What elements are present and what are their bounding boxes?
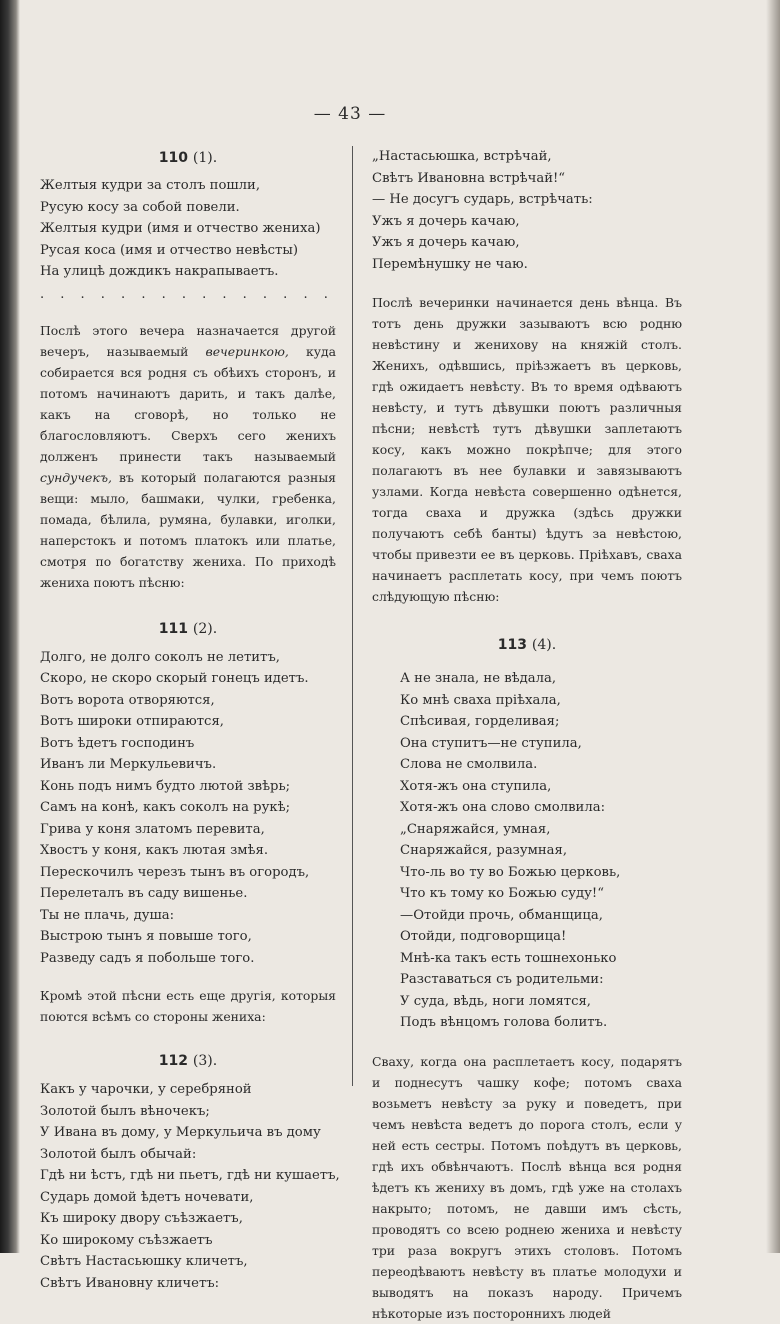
paragraph-other-songs: Кромѣ этой пѣсни есть еще другія, которыя поются всѣмъ со стороны жениха: xyxy=(40,988,336,1024)
verse-line: „Настасьюшка, встрѣчай, xyxy=(372,149,552,164)
verse-line: Къ широку двору съѣзжаетъ, xyxy=(40,1211,243,1226)
verse-line: Вотъ широки отпираются, xyxy=(40,714,224,729)
verse-line: Выстрою тынъ я повыше того, xyxy=(40,929,252,944)
verse-line: Что къ тому ко Божью суду!“ xyxy=(400,886,604,901)
verse-line: Вотъ ворота отворяются, xyxy=(40,692,215,708)
song-heading-113 xyxy=(372,637,682,653)
song-110-verse xyxy=(40,175,336,283)
verse-line: Отойди, подговорщица! xyxy=(400,929,567,944)
column-divider xyxy=(352,146,353,1086)
verse-line: Снаряжайся, разумная, xyxy=(400,843,568,858)
verse-line: —Отойди прочь, обманщица, xyxy=(400,907,603,923)
song-number: 111 xyxy=(158,620,189,637)
song-113-verse xyxy=(372,668,682,1034)
verse-line: Желтыя кудри за столъ пошли, xyxy=(40,178,261,193)
song-111-verse xyxy=(40,647,336,970)
left-column xyxy=(40,140,340,1294)
verse-line: Мнѣ-ка такъ есть тошнехонько xyxy=(400,950,617,966)
song-heading-111 xyxy=(40,621,336,637)
verse-line: Золотой былъ обычай: xyxy=(40,1146,197,1162)
paragraph-italic: вечеринкою, xyxy=(205,343,289,359)
verse-line: Иванъ ли Меркульевичъ. xyxy=(40,757,217,772)
verse-line: Конь подъ нимъ будто лютой звѣрь; xyxy=(40,778,291,794)
verse-line: Что-ль во ту во Божью церковь, xyxy=(400,864,621,880)
verse-line: Слова не смолвила. xyxy=(400,757,538,772)
song-number: 110 xyxy=(158,150,189,166)
verse-line: Вотъ ѣдетъ господинъ xyxy=(40,735,195,751)
paragraph-wedding-day: Послѣ вечеринки начинается день вѣнца. Въ тотъ день дружки зазываютъ всю родню невѣстину и женихову на княжій столъ. Женихъ, одѣвшись, пріѣзжаетъ въ церковь, гдѣ ожидаетъ невѣсту. Въ то время одѣваютъ невѣсту, и тутъ дѣвушки поютъ различныя пѣсни; невѣстѣ тутъ дѣвушки заплетаютъ косу, какъ можно покрѣпче; для этого полагаютъ въ нее булавки и завязываютъ узлами. Когда невѣста совершенно одѣнется, тогда сваха и дружка (здѣсь дружки получаютъ себѣ банты) ѣдутъ за невѣстою, чтобы привезти ее въ церковь. Пріѣхавъ, сваха начинаетъ расплетать косу, при чемъ поютъ слѣдующую пѣсню: xyxy=(372,295,682,604)
paragraph-text: Послѣ этого вечера назначается другой вечеръ, называемый xyxy=(40,322,336,359)
verse-line: Хвостъ у коня, какъ лютая змѣя. xyxy=(40,843,269,858)
omission-dots: . . . . . . . . . . . . . . . xyxy=(40,286,334,302)
song-112-verse xyxy=(40,1079,340,1294)
verse-line: Ко широкому съѣзжаетъ xyxy=(40,1232,213,1248)
right-column xyxy=(372,140,682,1324)
verse-line: Долго, не долго соколъ не летитъ, xyxy=(40,649,280,665)
verse-line: Спѣсивая, горделивая; xyxy=(400,714,560,729)
verse-line: Ты не плачь, душа: xyxy=(40,907,175,923)
song-112-continued-verse xyxy=(372,146,682,275)
song-ref: (1). xyxy=(192,150,218,166)
verse-line: Перелеталъ въ саду вишенье. xyxy=(40,886,248,901)
verse-line: Желтыя кудри (имя и отчество жениха) xyxy=(40,221,321,236)
verse-line: Самъ на конѣ, какъ соколъ на рукѣ; xyxy=(40,800,291,815)
verse-line: Какъ у чарочки, у серебряной xyxy=(40,1082,252,1097)
verse-line: На улицѣ дождикъ накрапываетъ. xyxy=(40,264,279,279)
verse-line: Хотя-жъ она слово смолвила: xyxy=(400,800,606,815)
book-gutter-shadow xyxy=(0,0,20,1253)
verse-line: Золотой былъ вѣночекъ; xyxy=(40,1103,210,1119)
verse-line: Подъ вѣнцомъ голова болитъ. xyxy=(400,1015,608,1030)
verse-line: Перескочилъ черезъ тынъ въ огородъ, xyxy=(40,864,310,880)
verse-line: Ко мнѣ сваха пріѣхала, xyxy=(400,692,561,708)
verse-line: Грива у коня златомъ перевита, xyxy=(40,821,265,837)
verse-line: Гдѣ ни ѣстъ, гдѣ ни пьетъ, гдѣ ни кушаетъ, xyxy=(40,1168,340,1183)
paragraph-text: въ который полагаются разныя вещи: мыло, башмаки, чулки, гребенка, помада, бѣлила, румяна, булавки, иголки, наперстокъ и потомъ платокъ или платье, смотря по богатству жениха. По приходѣ жениха поютъ пѣсню: xyxy=(40,469,336,590)
paragraph-text: куда собирается вся родня съ обѣихъ сторонъ, и потомъ начинаютъ дарить, и такъ далѣе, какъ на сговорѣ, но только не благословляютъ. Сверхъ сего женихъ долженъ принести такъ называемый xyxy=(40,343,336,464)
verse-line: У суда, вѣдь, ноги ломятся, xyxy=(400,993,591,1009)
verse-line: Хотя-жъ она ступила, xyxy=(400,778,552,794)
verse-line: Ужъ я дочерь качаю, xyxy=(372,235,520,250)
page-number: — 43 — xyxy=(313,104,387,124)
verse-line: Разставаться съ родительми: xyxy=(400,972,604,987)
verse-line: Сударь домой ѣдетъ ночевати, xyxy=(40,1189,254,1205)
verse-line: Перемѣнушку не чаю. xyxy=(372,256,528,272)
verse-line: Скоро, не скоро скорый гонецъ идетъ. xyxy=(40,671,309,686)
verse-line: Свѣтъ Настасьюшку кличетъ, xyxy=(40,1254,248,1269)
verse-line: А не знала, не вѣдала, xyxy=(400,671,557,686)
verse-line: Разведу садъ я побольше того. xyxy=(40,950,255,966)
song-number: 112 xyxy=(158,1053,189,1069)
verse-line: Русая коса (имя и отчество невѣсты) xyxy=(40,242,298,258)
verse-line: Свѣтъ Ивановна встрѣчай!“ xyxy=(372,170,566,186)
song-ref: (4). xyxy=(531,637,557,653)
verse-line: Она ступитъ—не ступила, xyxy=(400,735,582,751)
song-number: 113 xyxy=(497,637,528,653)
song-ref: (2). xyxy=(192,620,218,637)
verse-line: Ужъ я дочерь качаю, xyxy=(372,213,520,229)
verse-line: Свѣтъ Ивановну кличетъ: xyxy=(40,1275,220,1291)
verse-line: У Ивана въ дому, у Меркульича въ дому xyxy=(40,1125,321,1140)
paragraph-matchmaker: Сваху, когда она расплетаетъ косу, подарятъ и поднесутъ чашку кофе; потомъ сваха возьметъ невѣсту за руку и поведетъ, при чемъ невѣста ведетъ до порога столъ, если у ней есть сестры. Потомъ поѣдутъ въ церковь, гдѣ ихъ обвѣнчаютъ. Послѣ вѣнца вся родня ѣдетъ къ жениху въ домъ, гдѣ уже на столахъ накрыто; потомъ, не давши имъ сѣсть, проводятъ со всею роднею жениха и невѣсту три раза вокругъ этихъ столовъ. Потомъ переодѣваютъ невѣсту въ платье молодухи и выводятъ на показъ народу. Причемъ нѣкоторые изъ постороннихъ людей xyxy=(372,1053,682,1321)
page-edge-right xyxy=(766,0,780,1253)
paragraph-evening xyxy=(40,320,336,593)
verse-line: „Снаряжайся, умная, xyxy=(400,821,551,837)
verse-line: Русую косу за собой повели. xyxy=(40,199,240,215)
song-heading-110 xyxy=(40,150,336,166)
song-heading-112 xyxy=(40,1053,336,1069)
paragraph-italic: сундучекъ, xyxy=(40,469,112,485)
verse-line: — Не досугъ сударь, встрѣчать: xyxy=(372,192,593,207)
song-ref: (3). xyxy=(192,1053,218,1069)
